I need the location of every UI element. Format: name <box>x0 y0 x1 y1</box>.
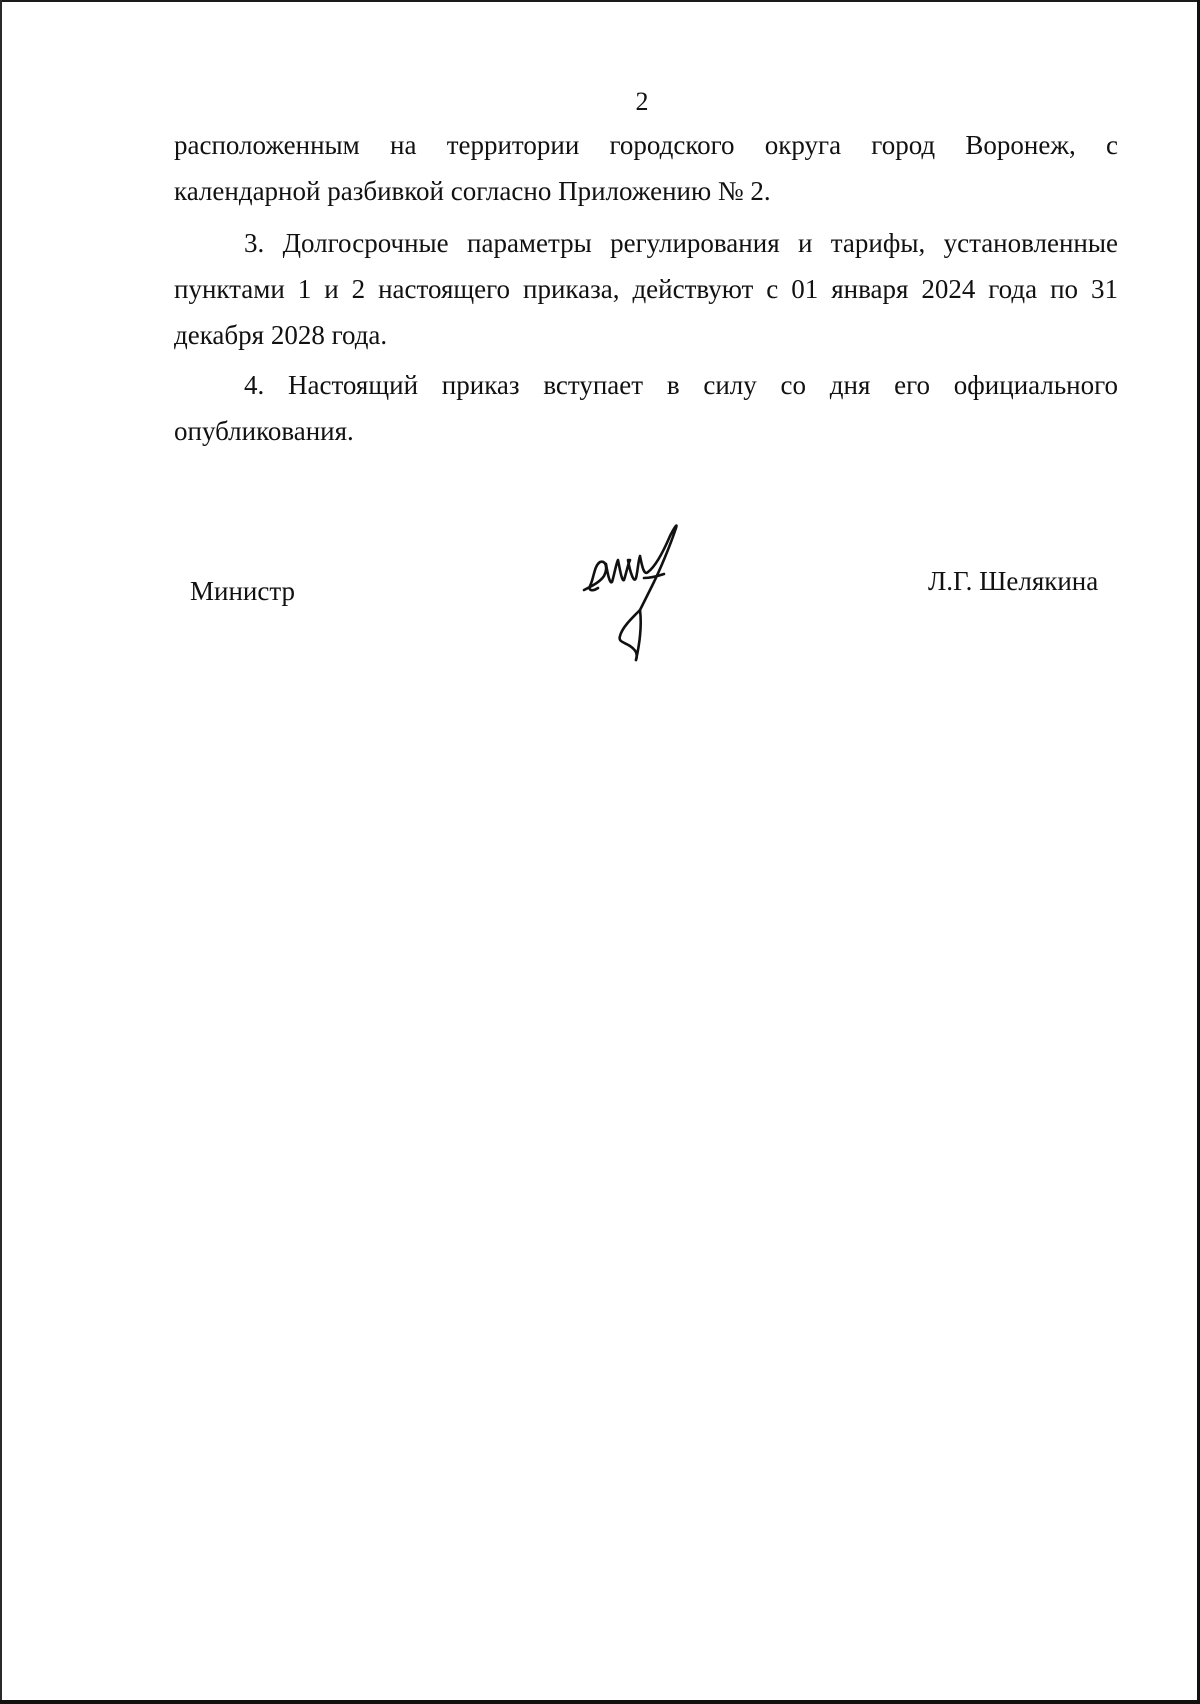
page-number: 2 <box>635 87 649 116</box>
paragraph-line: декабря 2028 года. <box>174 320 388 350</box>
signatory-name: Л.Г. Шелякина <box>928 566 1099 596</box>
paragraph-line: 3. Долгосрочные параметры регулирования и тарифы, установленные <box>244 228 1118 258</box>
paragraph-continuation <box>174 122 1118 214</box>
paragraph-item-3 <box>174 220 1118 358</box>
paragraph-line: 4. Настоящий приказ вступает в силу со дня его официального <box>244 370 1118 400</box>
paragraph-line: пунктами 1 и 2 настоящего приказа, действуют с 01 января 2024 года по 31 <box>174 274 1118 304</box>
paragraph-line: опубликования. <box>174 416 354 446</box>
scan-edge-bottom <box>0 1700 1200 1704</box>
paragraph-line: расположенным на территории городского округа город Воронеж, с <box>174 130 1118 160</box>
scan-edge-left <box>0 0 2 1704</box>
paragraph-item-4 <box>174 362 1118 454</box>
handwritten-signature <box>578 520 708 670</box>
paragraph-line: календарной разбивкой согласно Приложению № 2. <box>174 176 771 206</box>
signatory-title: Министр <box>190 576 295 606</box>
scan-edge-top <box>0 0 1200 2</box>
